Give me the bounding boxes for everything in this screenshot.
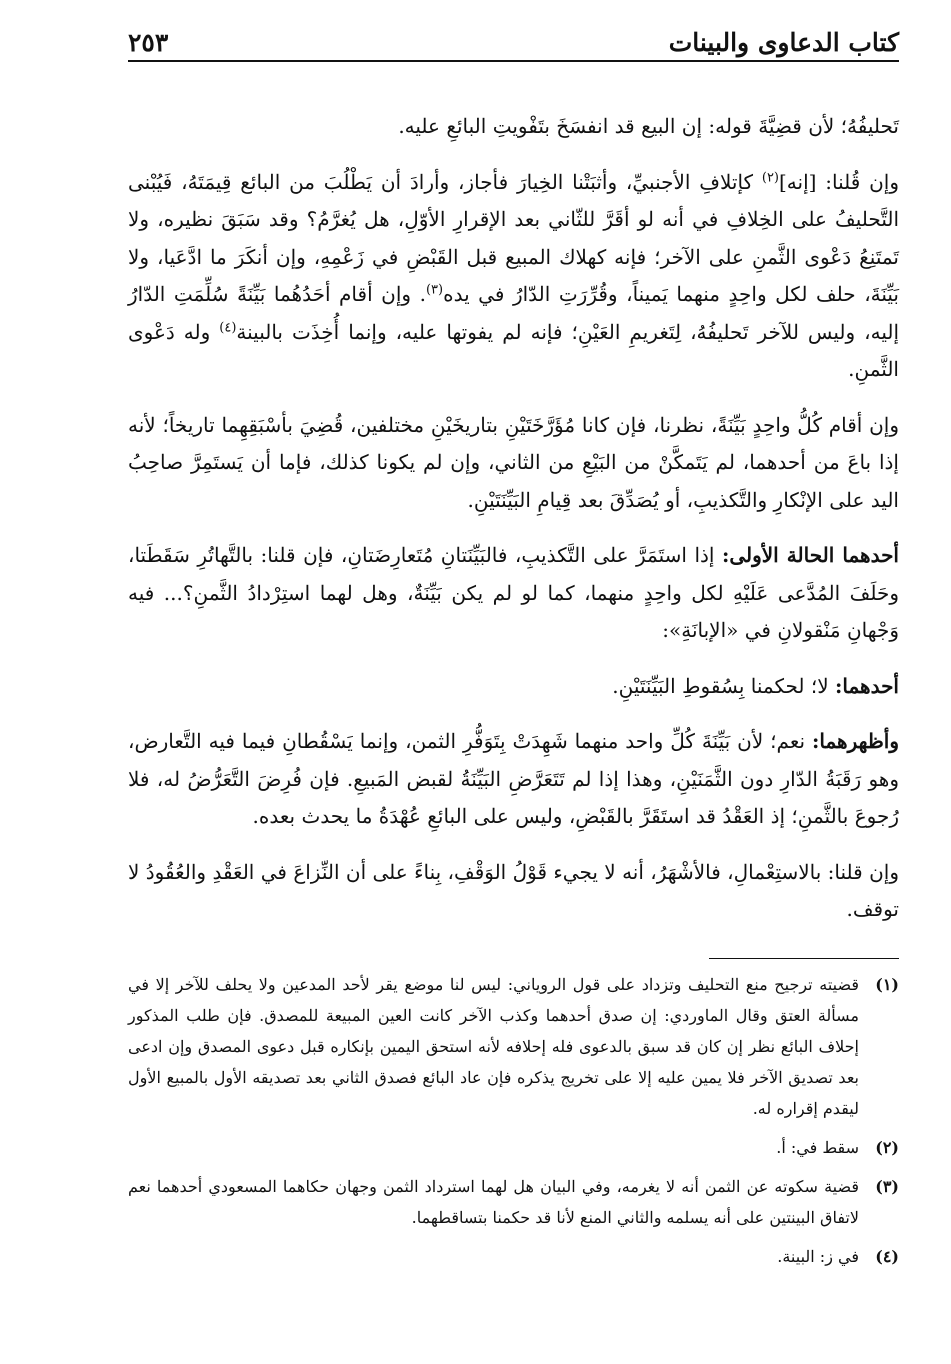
- paragraph-1: [128, 108, 899, 146]
- footnote-text: سقط في: أ.: [776, 1138, 859, 1157]
- running-header: [128, 22, 899, 62]
- paragraph-3-text: وإن أقام كُلُّ واحِدٍ بَيِّنَةً، نظرنا، فإن كانا مُؤَرَّخَتَيْنِ بتاريخَيْنِ مختلفين، قُضِيَ بأسْبَقِهِما تاريخاً؛ لأنه إذا باعَ من أحدهما، لم يَتَمكَّنْ من البَيْعِ من الثاني، وإن لم يكونا كذلك، فإما أن يَستَمِرَّ صاحِبُ اليد على الإنْكارِ والتَّكذيبِ، أو يُصَدِّقَ بعد قِيامِ البَيِّنَتَيْنِ.: [128, 412, 899, 512]
- paragraph-2-text-a: وإن قُلنا: [إنه]: [779, 169, 899, 194]
- paragraph-7: [128, 854, 899, 929]
- paragraph-2-text-c: . وإن أقام أحَدُهُما بَيِّنَةً سُلِّمَتِ الدّارُ إليه، وليس للآخر تَحليفُهُ، لِتَغريمِ العَيْنِ؛ فإنه لم يفوتها عليه، وإنما أُخِذَت بالبينة: [128, 282, 900, 344]
- paragraph-6-lead: وأظهرهما:: [812, 729, 899, 753]
- footnote-item: [128, 1171, 899, 1233]
- paragraph-4: [128, 537, 899, 650]
- paragraph-6-text: نعم؛ لأن بَيِّنَةَ كُلِّ واحد منهما شَهِدَتْ بِتَوَفُّرِ الثمن، وإنما يَسْقُطانِ فيما فيه التَّعارض، وهو رَقَبَةُ الدّارِ دون الثَّمَنَيْنِ، وهذا إذا لم تَتَعَرَّضِ البَيِّنَةُ لقبض المَبيعِ. فإن فُرِضَ التَّعَرُّضُ له، فلا رُجوعَ بالثَّمنِ؛ إذ العَقْدُ قد استَقَرَّ بالقَبْضِ، وليس على البائعِ عُهْدَةُ ما يحدث بعده.: [128, 729, 899, 828]
- paragraph-5-lead: أحدهما:: [834, 673, 899, 698]
- footnote-text: قضيته ترجيح منع التحليف وتزداد على قول الروياني: ليس لنا موضع يقر لأحد المدعين ولا يحلف للآخر إلا في مسألة العتق وقال الماوردي: إن صدق أحدهما وكذب الآخر كانت العين المبيعة للمصدق. فإن طلب المذكور إحلاف البائع نظر إن كان قد سبق بالدعوى فله إحلافه لأنه استحق اليمين بإنكاره قبل دعوى المصدق وإن ادعى بعد تصديق الآخر فلا يمين عليه إلا على تخريج يذكره فإن عاد البائع فصدق الثاني بعد تصديقه الأول بالمبيع الأول ليقدم إقراره له.: [128, 975, 860, 1118]
- book-title: كتاب الدعاوى والبينات: [668, 28, 899, 57]
- footnote-number: (٣): [875, 1177, 899, 1196]
- paragraph-2-text-d: وله دَعْوى الثَّمنِ.: [128, 319, 899, 381]
- footnote-number: (١): [875, 975, 899, 994]
- paragraph-1-text: تَحليفُهُ؛ لأن قضِيَّةَ قوله: إن البيع قد انفسَخَ بتَفْويتِ البائعِ عليه.: [398, 114, 899, 138]
- paragraph-3: [128, 407, 899, 520]
- paragraph-7-text: وإن قلنا: بالاستِعْمالِ، فالأشْهَرُ، أنه لا يجيء قَوْلُ الوَقْفِ، بِناءً على أن النِّزاعَ في العَقْدِ والعُقُودُ لا توقف.: [128, 859, 899, 921]
- page: [128, 22, 899, 947]
- footnote-item: [128, 1132, 899, 1163]
- footnote-ref-2: (٢): [761, 169, 779, 185]
- footnotes: [128, 958, 899, 1280]
- footnote-number: (٤): [875, 1247, 899, 1266]
- main-text: [128, 108, 899, 929]
- paragraph-2-text-b: كإتلافِ الأجنبيِّ، وأثبَتْنا الخِيارَ فأجاز، وأرادَ أن يَطْلُبَ من البائع قِيمَتَهُ، فَيُبْنى التَّحليفُ على الخِلافِ في أنه لو أقَرَّ للثّاني بعد الإقرارِ الأوّلِ، هل يُغرَّمُ؟ وقد سَبَقَ نظيره، ولا تَمتَنِعُ دَعْوى الثَّمنِ على الآخر؛ فإنه كهلاك المبيع قبل القَبْضِ في زَعْمِهِ، وإن أنكَرَ ما ادَّعَيا، ولا بَيِّنَةَ، حلف لكل واحِدٍ منهما يَميناً، وقُرِّرَتِ الدّارُ في يده: [128, 169, 900, 306]
- footnote-number: (٢): [875, 1138, 899, 1157]
- footnote-item: [128, 1241, 899, 1272]
- paragraph-2: [128, 164, 899, 389]
- footnote-ref-3: (٣): [425, 282, 444, 298]
- paragraph-4-lead: أحدهما الحالة الأولى:: [721, 543, 899, 567]
- footnote-text: في ز: البينة.: [777, 1247, 859, 1266]
- footnote-item: [128, 969, 899, 1124]
- paragraph-4-text: إذا استَمَرَّ على التَّكذيبِ، فالبَيِّنَتانِ مُتَعارِضَتانِ، فإن قلنا: بالتَّهاتُرِ سَقَطَتا، وحَلَفَ المُدَّعى عَلَيْهِ لكل واحِدٍ منهما، كما لو لم يكن بَيِّنَةٌ، وهل لهما استِرْدادُ الثَّمنِ؟... فيه وَجْهانِ مَنْقولانِ في «الإبانَةِ»:: [128, 543, 900, 642]
- footnote-divider: [709, 958, 899, 959]
- footnote-ref-4: (٤): [219, 319, 237, 335]
- footnote-text: قضية سكوته عن الثمن أنه لا يغرمه، وفي البيان هل لهما استرداد الثمن وجهان حكاهما المسعودي أحدهما نعم لاتفاق البينتين على أنه يسلمه والثاني المنع لأنا قد حكمنا بتساقطهما.: [128, 1177, 859, 1227]
- page-number: ٢٥٣: [128, 28, 169, 57]
- paragraph-5-text: لا؛ لحكمنا بِسُقوطِ البَيِّنَتَيْنِ.: [612, 673, 835, 698]
- paragraph-6: [128, 723, 899, 836]
- paragraph-5: [128, 668, 899, 706]
